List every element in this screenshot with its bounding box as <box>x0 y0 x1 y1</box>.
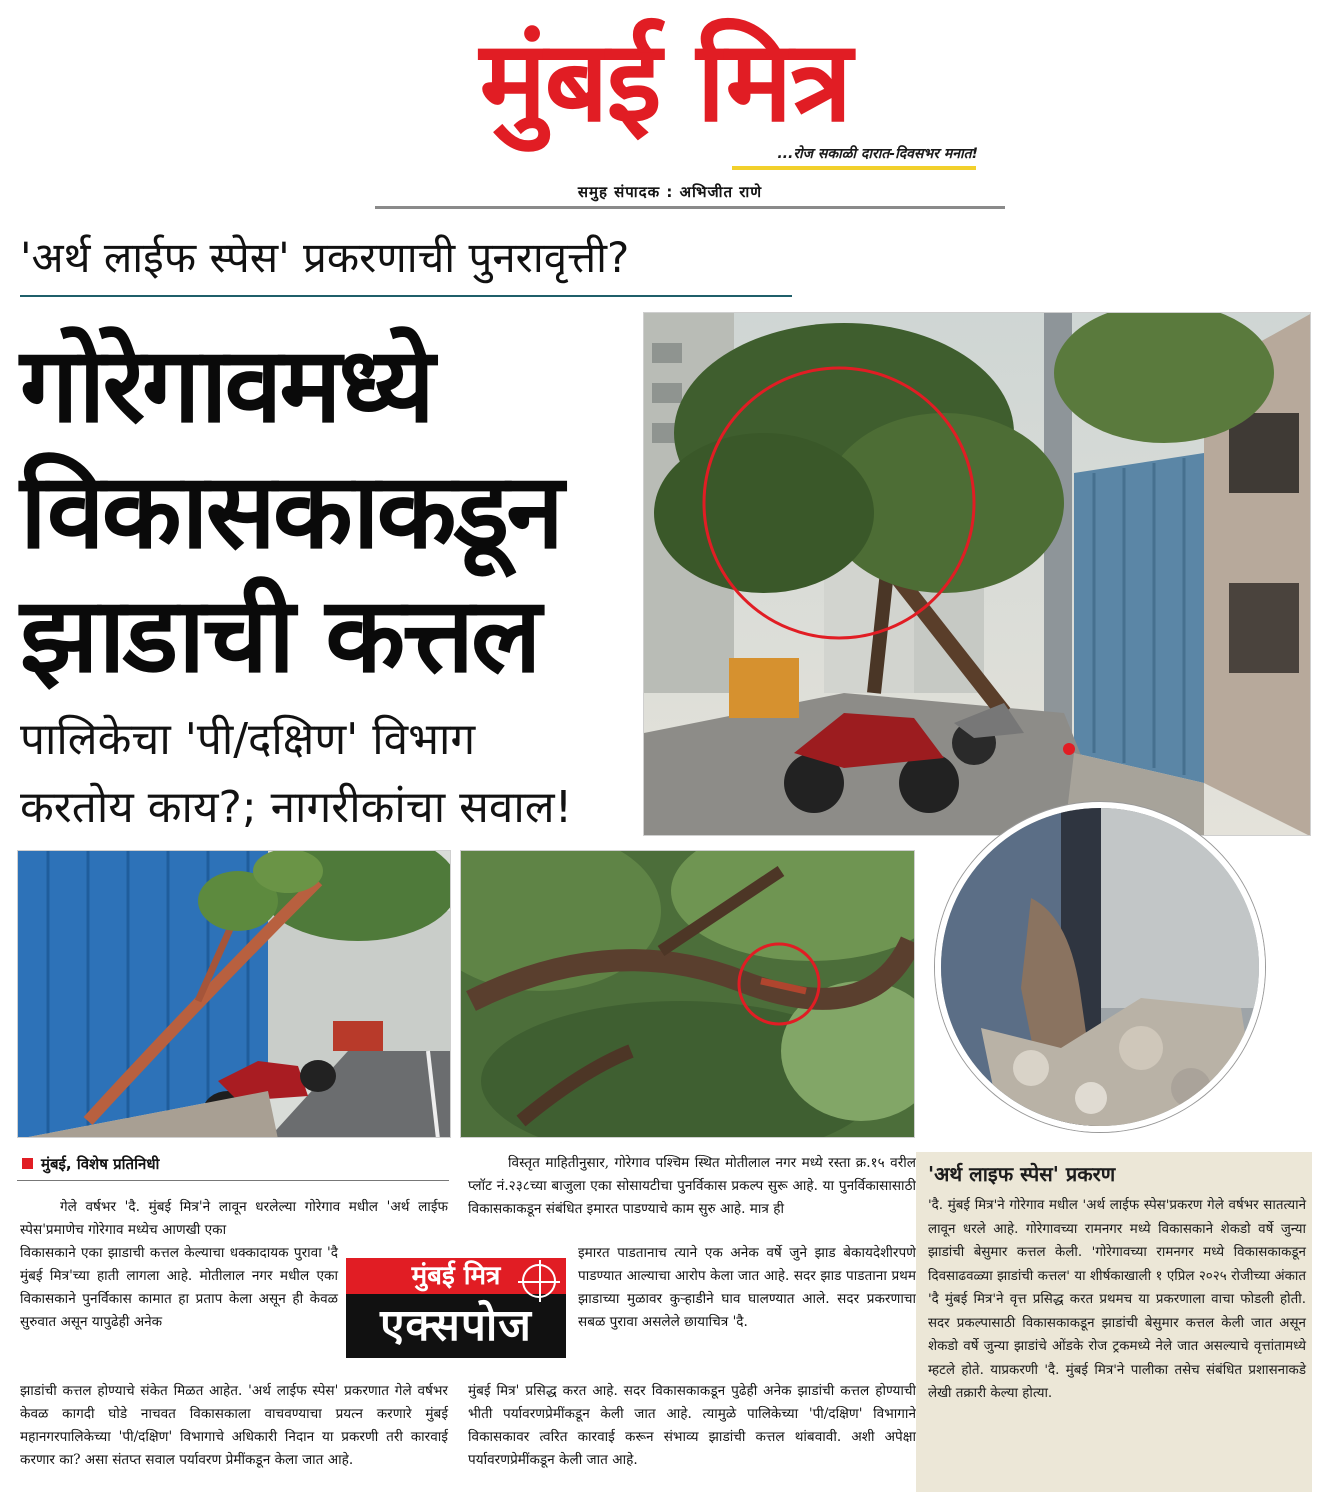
subhead-line-2: करतोय काय?; नागरीकांचा सवाल! <box>20 782 573 833</box>
body-col1-para3 <box>20 1380 448 1500</box>
inset-photo-tree-stump <box>935 802 1265 1132</box>
editor-credit: समुह संपादक : अभिजीत राणे <box>577 183 763 201</box>
body-text: विकासकाने एका झाडाची कत्तल केल्याचा धक्कादायक पुरावा 'दै मुंबई मित्र'च्या हाती लागला आहे. मोतीलाल नगर मधील एका विकासकाने पुनर्विकास कामात हा प्रताप केला असून ही केवळ सुरुवात असून यापुढेही अनेक <box>20 1245 338 1330</box>
headline-line-3: झाडाची कत्तल <box>20 574 539 696</box>
subhead-line-1: पालिकेचा 'पी/दक्षिण' विभाग <box>20 714 476 765</box>
masthead-logo: मुंबई मित्र <box>479 17 851 147</box>
dateline <box>22 1154 442 1176</box>
dateline-text: मुंबई, विशेष प्रतिनिधी <box>41 1155 160 1173</box>
crosshair-icon <box>522 1264 556 1298</box>
expose-logo <box>346 1258 566 1358</box>
photo-fallen-tree-street <box>17 850 451 1138</box>
kicker-rule <box>20 295 792 297</box>
tagline-underline <box>732 166 976 170</box>
body-text: इमारत पाडतानाच त्याने एक अनेक वर्षे जुने झाड बेकायदेशीरपणे पाडण्यात आल्याचा आरोप केला जात आहे. सदर झाड पाडताना प्रथम झाडाच्या मुळावर कुऱ्हाडीने घाव घालण्यात आले. सदर प्रकरणाचा सबळ पुरावा असलेले छायाचित्र 'दै. <box>578 1245 916 1330</box>
expose-logo-top: मुंबई मित्र <box>346 1258 566 1294</box>
red-square-bullet <box>22 1158 33 1169</box>
dateline-rule <box>17 1180 449 1181</box>
main-photo-street-tree <box>643 312 1311 836</box>
sidebar-text: 'दै. मुंबई मित्र'ने गोरेगाव मधील 'अर्थ लाईफ स्पेस'प्रकरण गेले वर्षभर सातत्याने लावून धरले आहे. गोरेगावच्या रामनगर मध्ये विकासकाने शेकडो वर्षे जुन्या झाडांची बेसुमार कत्तल केली. 'गोरेगावच्या रामनगर मध्ये विकासकाकडून दिवसाढवळ्या झाडांची कत्तल' या शीर्षकाखाली १ एप्रिल २०२५ रोजीच्या अंकात 'दै मुंबई मित्र'ने वृत्त प्रसिद्ध करत प्रथमच या प्रकरणाला वाचा फोडली होती. सदर प्रकल्पासाठी विकासकाकडून झाडांची बेसुमार कत्तल केली जात असून शेकडो वर्षे जुन्या झाडांचे ओंडके रोज ट्रकमध्ये नेले जात असल्याचे वृत्तांतामध्ये म्हटले होते. याप्रकरणी 'दै. मुंबई मित्र'ने पालीका तसेच संबंधित प्रशासनाकडे लेखी तक्रारी केल्या होत्या. <box>928 1198 1306 1401</box>
masthead-rule <box>375 206 1005 209</box>
masthead-tagline: ...रोज सकाळी दारात-दिवसभर मनात! <box>777 146 978 162</box>
headline-line-1: गोरेगावमध्ये <box>20 324 432 446</box>
sidebar-title: 'अर्थ लाइफ स्पेस' प्रकरण <box>928 1162 1116 1186</box>
body-text: झाडांची कत्तल होण्याचे संकेत मिळत आहेत. 'अर्थ लाईफ स्पेस' प्रकरणात गेले वर्षभर केवळ कागदी घोडे नाचवत विकासकाला वाचवण्याचा प्रयत्न करणारे मुंबई महानगरपालिकेच्या 'पी/दक्षिण' विभागाचे अधिकारी निदान या प्रकरणी तरी कारवाई करणार का? असा संतप्त सवाल पर्यावरण प्रेमींकडून केला जात आहे. <box>20 1383 448 1468</box>
body-col2-para2 <box>578 1242 916 1382</box>
body-text: गेले वर्षभर 'दै. मुंबई मित्र'ने लावून धरलेल्या गोरेगाव मधील 'अर्थ लाईफ स्पेस'प्रमाणेच गोरेगाव मध्येच आणखी एका <box>20 1199 448 1238</box>
body-col1-para2 <box>20 1242 338 1402</box>
body-col2-para1 <box>468 1152 916 1252</box>
body-col2-para3 <box>468 1380 916 1500</box>
article-kicker: 'अर्थ लाईफ स्पेस' प्रकरणाची पुनरावृत्ती? <box>20 233 630 282</box>
expose-logo-main: एक्सपोज <box>346 1294 566 1358</box>
body-text: मुंबई मित्र' प्रसिद्ध करत आहे. सदर विकासकाकडून पुढेही अनेक झाडांची कत्तल होण्याची भीती पर्यावरणप्रेमींकडून केली जात आहे. त्यामुळे पालिकेच्या 'पी/दक्षिण' विभागाने विकासकावर त्वरित कारवाई करून संभाव्य झाडांची कत्तल थांबवावी. अशी अपेक्षा पर्यावरणप्रेमींकडून केली जात आहे. <box>468 1383 916 1468</box>
photo-tree-branch-cut <box>460 850 915 1138</box>
headline-line-2: विकासकाकडून <box>20 450 561 572</box>
body-text: विस्तृत माहितीनुसार, गोरेगाव पश्चिम स्थित मोतीलाल नगर मध्ये रस्ता क्र.१५ वरील प्लॉट नं.२३८च्या बाजुला एका सोसायटीचा पुनर्विकास प्रकल्प सुरू आहे. या पुनर्विकासासाठी विकासकाकडून संबंधित इमारत पाडण्याचे काम सुरु आहे. मात्र ही <box>468 1155 916 1217</box>
